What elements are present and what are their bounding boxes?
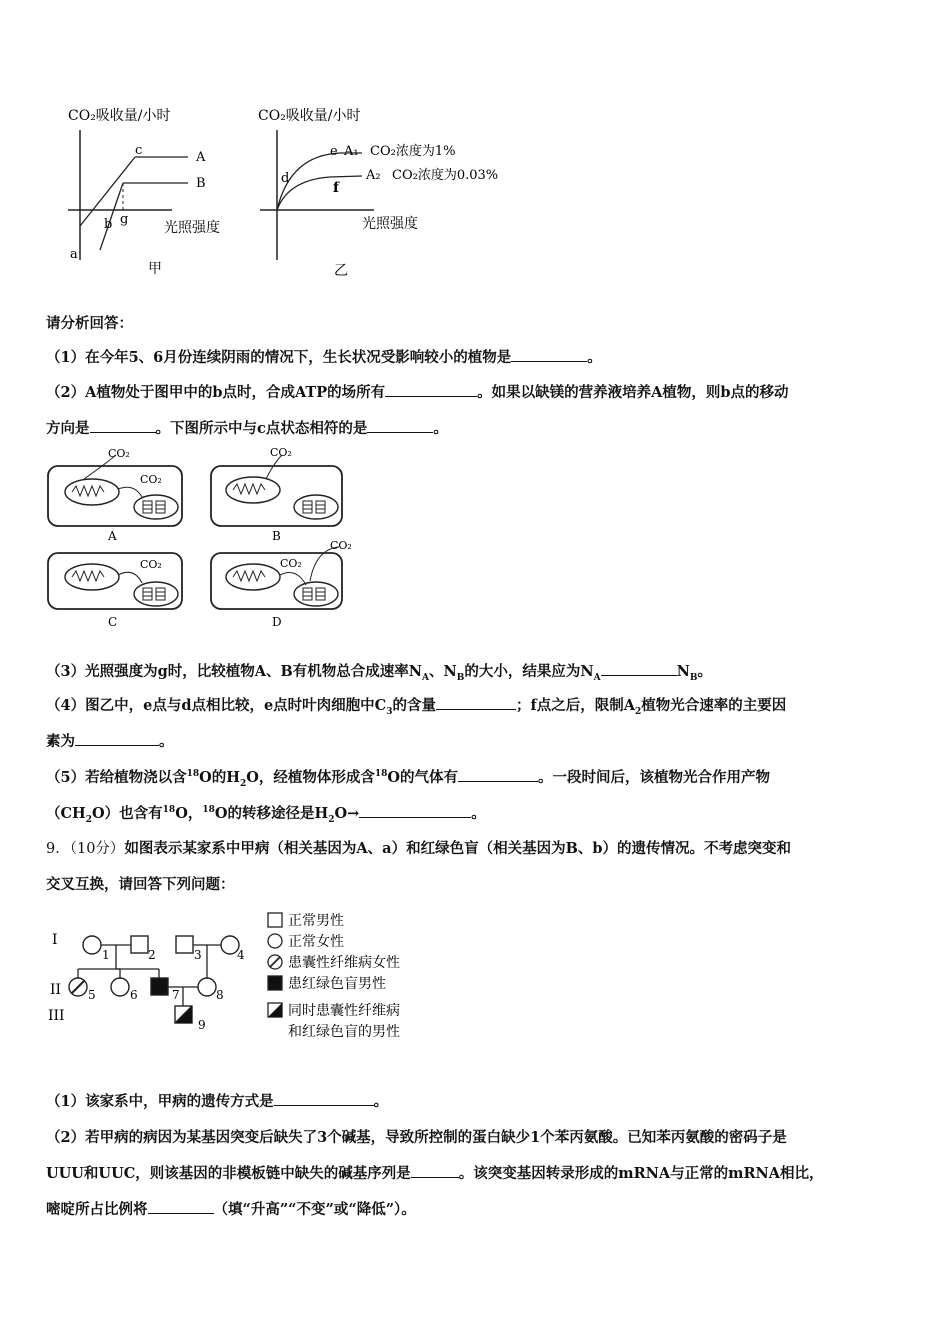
q1-end: 。	[587, 349, 602, 366]
q9-2-text-a: （2）若甲病的病因为某基因突变后缺失了3个碱基，导致所控制的蛋白缺少1个苯丙氨酸。已知苯丙氨酸的密码子是	[46, 1129, 787, 1146]
q3-sub-a: A	[422, 672, 429, 683]
q5-text-g: O）也含有	[92, 805, 163, 822]
point-b-label: b	[104, 217, 113, 232]
q5-text-b: O的H	[199, 769, 240, 786]
gen-iii-label: III	[48, 1008, 65, 1024]
q5-text-a: （5）若给植物浇以含	[46, 769, 187, 786]
graph-yi	[250, 100, 540, 285]
cell-c-co2: CO₂	[140, 558, 162, 571]
num-8: 8	[216, 988, 224, 1002]
question-5-line-1	[46, 766, 770, 789]
curve-a-label: A	[196, 150, 206, 165]
q3-mid: 的大小，结果应为N	[464, 663, 594, 680]
graph-jia-caption: 甲	[148, 261, 162, 277]
cell-c	[48, 553, 182, 609]
q5-blank-1[interactable]	[458, 767, 538, 782]
question-4-line-1	[46, 694, 786, 717]
q9-1-end: 。	[373, 1093, 389, 1110]
q5-sup-4: 18	[202, 805, 215, 816]
q9-2-text-d: 嘧啶所占比例将	[46, 1201, 148, 1218]
graph-yi-caption: 乙	[334, 263, 348, 279]
curve-a1-desc: CO₂浓度为1%	[370, 144, 456, 159]
cell-c-arrow	[118, 572, 142, 583]
q5-sub-3: 2	[328, 814, 335, 825]
q2-blank-3[interactable]	[367, 418, 433, 433]
cell-a-label: A	[108, 529, 117, 543]
q4-text-f: 。	[159, 733, 174, 750]
q9-text-a: 如图表示某家系中甲病（相关基因为A、a）和红绿色盲（相关基因为B、b）的遗传情况。不考虑突变和	[124, 840, 791, 857]
q4-text-a: （4）图乙中，e点与d点相比较，e点时叶肉细胞中C	[46, 697, 387, 714]
q9-1-blank[interactable]	[274, 1091, 374, 1106]
num-1: 1	[102, 948, 110, 962]
num-5: 5	[88, 988, 96, 1002]
q3-sub-b: B	[456, 672, 465, 683]
cell-a-co2-in: CO₂	[140, 473, 162, 486]
q9-2-text-e: （填“升高”“不变”或“降低”）。	[213, 1201, 416, 1218]
gen-i-label: I	[52, 932, 58, 948]
cell-d-co2-internal: CO₂	[280, 557, 302, 570]
q3-sub-b2: B	[689, 672, 698, 683]
q9-text-b: 交叉互换，请回答下列问题：	[46, 876, 235, 893]
q3-end: 。	[697, 663, 712, 680]
cell-a-mitochondrion	[65, 479, 119, 505]
q3-nb: N	[676, 663, 690, 680]
q3-blank[interactable]	[601, 661, 677, 676]
q4-blank-2[interactable]	[75, 731, 159, 746]
q5-text-c: O，经植物体形成含	[246, 769, 375, 786]
q5-sup-2: 18	[374, 769, 388, 780]
cell-d-arrow-internal	[280, 573, 306, 585]
q3-sep: 、N	[428, 663, 457, 680]
cell-a-chloroplast	[134, 495, 178, 519]
pedigree-chart	[44, 905, 444, 1045]
q2-text-a: （2）A植物处于图甲中的b点时，合成ATP的场所有	[46, 384, 386, 401]
individual-7	[151, 978, 168, 995]
q2-text-b: 。如果以缺镁的营养液培养A植物，则b点的移动	[477, 384, 789, 401]
cell-b-co2: CO₂	[270, 446, 292, 459]
q2-text-d: 。下图所示中与c点状态相符的是	[155, 420, 368, 437]
cell-c-chloroplast	[134, 582, 178, 606]
point-g-label: g	[120, 212, 129, 227]
legend-cb-male-icon	[268, 976, 282, 990]
q4-sub: 3	[386, 706, 393, 717]
graph-jia-xlabel: 光照强度	[164, 220, 220, 236]
q2-text-e: 。	[433, 420, 448, 437]
q3-text: （3）光照强度为g时，比较植物A、B有机物总合成速率N	[46, 663, 422, 680]
question-5-line-2	[46, 802, 486, 825]
q2-blank-2[interactable]	[90, 418, 156, 433]
cell-b-mitochondrion	[226, 477, 280, 503]
legend-normal-female: 正常女性	[288, 934, 344, 950]
q5-sub-1: 2	[239, 778, 247, 789]
q4-text-b: 的含量	[392, 697, 436, 714]
graph-yi-ylabel: CO₂吸收量/小时	[258, 108, 361, 124]
legend-cf-female: 患囊性纤维病女性	[288, 955, 400, 971]
prompt-line: 请分析回答：	[46, 315, 133, 332]
legend-both-male-1: 同时患囊性纤维病	[288, 1003, 400, 1019]
curve-a2	[277, 176, 362, 210]
cell-a-arrow-in	[118, 487, 142, 497]
q5-text-j: O→	[334, 805, 360, 822]
q5-sup-3: 18	[162, 805, 176, 816]
cell-b-chloroplast	[294, 495, 338, 519]
individual-8	[198, 978, 216, 996]
point-f-label: f	[333, 180, 340, 196]
curve-b-label: B	[196, 176, 206, 191]
legend-normal-male: 正常男性	[288, 913, 344, 929]
question-2-line-1	[46, 381, 789, 402]
q2-text-c: 方向是	[46, 420, 90, 437]
cell-d-chloroplast	[294, 582, 338, 606]
legend-both-male-2: 和红绿色盲的男性	[288, 1024, 400, 1040]
graph-yi-xlabel: 光照强度	[362, 216, 418, 232]
q5-sub-2: 2	[85, 814, 93, 825]
cell-a-co2-out: CO₂	[108, 447, 130, 460]
q9-1-text: （1）该家系中，甲病的遗传方式是	[46, 1093, 274, 1110]
num-9: 9	[198, 1018, 206, 1032]
individual-6	[111, 978, 129, 996]
q5-text-k: 。	[471, 805, 486, 822]
q1-blank[interactable]	[511, 347, 587, 362]
question-9-line-2	[46, 873, 235, 894]
graph-jia-ylabel: CO₂吸收量/小时	[68, 108, 171, 124]
question-9-1	[46, 1090, 388, 1111]
question-1	[46, 346, 602, 367]
q9-2-blank-2[interactable]	[148, 1199, 214, 1214]
individual-1	[83, 936, 101, 954]
question-9-2-line-1	[46, 1126, 787, 1147]
q5-blank-2[interactable]	[359, 803, 471, 818]
legend-normal-male-icon	[268, 913, 282, 927]
q2-blank-1[interactable]	[385, 382, 477, 397]
curve-a1	[277, 153, 362, 210]
individual-2	[131, 936, 148, 953]
question-4-line-2	[46, 730, 174, 751]
q5-text-f: （CH	[46, 805, 86, 822]
cell-d-label: D	[272, 615, 282, 629]
num-7: 7	[172, 988, 180, 1002]
num-3: 3	[194, 948, 202, 962]
q9-2-text-c: 。该突变基因转录形成的mRNA与正常的mRNA相比，	[458, 1165, 824, 1182]
q9-number: 9．（10分）	[46, 841, 125, 857]
cells-diagram	[44, 443, 374, 633]
gen-ii-label: II	[50, 982, 62, 998]
cell-d-mitochondrion	[226, 564, 280, 590]
cell-b-label: B	[272, 529, 281, 543]
point-c-label: c	[135, 143, 143, 158]
q5-text-e: 。一段时间后，该植物光合作用产物	[538, 769, 771, 786]
q5-sup-1: 18	[186, 769, 200, 780]
legend-cb-male: 患红绿色盲男性	[288, 976, 386, 992]
cell-d-arrow-external	[310, 547, 339, 581]
q4-blank-1[interactable]	[436, 695, 516, 710]
cell-c-label: C	[108, 615, 118, 629]
question-9-line-1	[46, 837, 791, 858]
q4-text-c: ；f点之后，限制A	[515, 697, 635, 714]
point-e-label: e	[330, 144, 338, 159]
curve-a1-label: A₁	[344, 144, 359, 159]
q5-text-h: O，	[175, 805, 203, 822]
q9-2-text-b: UUU和UUC，则该基因的非模板链中缺失的碱基序列是	[46, 1165, 411, 1182]
q4-text-d: 植物光合速率的主要因	[641, 697, 787, 714]
curve-a2-label: A₂	[366, 168, 381, 183]
q3-sub-a2: A	[593, 672, 601, 683]
q4-sub2: 2	[634, 706, 642, 717]
question-2-line-2	[46, 417, 448, 438]
question-9-2-line-3	[46, 1198, 416, 1219]
graph-jia	[60, 100, 250, 285]
cell-d	[211, 553, 342, 609]
curve-a2-desc: CO₂浓度为0.03%	[392, 168, 499, 183]
question-3	[46, 660, 712, 683]
individual-3	[176, 936, 193, 953]
q5-text-d: O的气体有	[387, 769, 459, 786]
q5-text-i: O的转移途径是H	[214, 805, 329, 822]
q1-text: （1）在今年5、6月份连续阴雨的情况下，生长状况受影响较小的植物是	[46, 349, 512, 366]
cell-c-mitochondrion	[65, 564, 119, 590]
point-d-label: d	[281, 171, 290, 186]
point-a-label: a	[70, 247, 78, 262]
cell-d-co2-external: CO₂	[330, 539, 352, 552]
num-6: 6	[130, 988, 138, 1002]
q9-2-blank-1[interactable]	[411, 1163, 459, 1178]
q4-text-e: 素为	[46, 733, 75, 750]
num-4: 4	[237, 948, 245, 962]
num-2: 2	[148, 948, 156, 962]
question-9-2-line-2	[46, 1162, 824, 1183]
legend-normal-female-icon	[268, 934, 282, 948]
